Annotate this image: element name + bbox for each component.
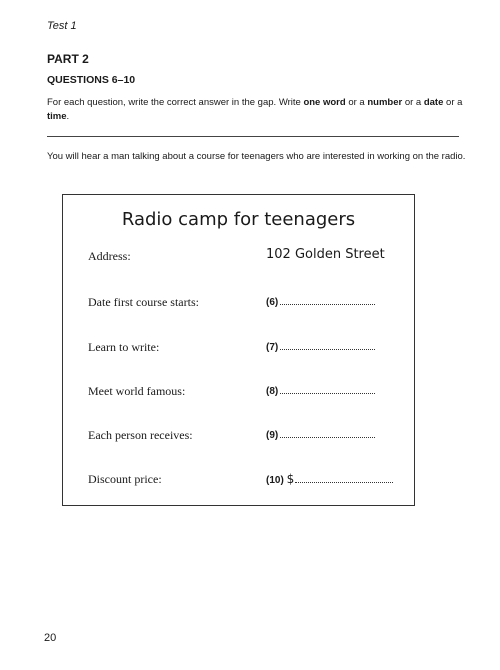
question-number: (6)	[266, 297, 279, 308]
answer-gap-9[interactable]	[266, 429, 375, 441]
answer-gap-7[interactable]	[266, 341, 375, 353]
part-title: PART 2	[47, 52, 89, 66]
instructions-text: or a	[443, 97, 463, 108]
answer-line[interactable]	[280, 341, 375, 350]
instructions-text: For each question, write the correct answer in the gap. Write	[47, 97, 304, 108]
answer-gap-6[interactable]	[266, 296, 375, 308]
test-label: Test 1	[47, 20, 77, 32]
instructions-text: or a	[402, 97, 424, 108]
question-number: (10)	[266, 475, 284, 486]
learn-label: Learn to write:	[88, 340, 160, 354]
address-label: Address:	[88, 249, 131, 263]
instructions-emphasis: date	[423, 97, 444, 108]
answer-gap-8[interactable]	[266, 385, 375, 397]
answer-line[interactable]	[280, 385, 375, 394]
instructions-emphasis: time	[47, 111, 67, 122]
question-number: (9)	[266, 430, 279, 441]
questions-title: QUESTIONS 6–10	[47, 74, 136, 86]
date-label: Date first course starts:	[88, 295, 199, 309]
meet-label: Meet world famous:	[88, 384, 186, 398]
instructions-emphasis: number	[367, 97, 403, 108]
page-number: 20	[44, 632, 57, 644]
instructions-text: or a	[345, 97, 368, 108]
address-answer: 102 Golden Street	[266, 247, 385, 262]
form-box	[62, 194, 415, 506]
answer-line[interactable]	[295, 474, 393, 483]
question-number: (7)	[266, 342, 279, 353]
dollar-sign: $	[286, 472, 295, 486]
answer-line[interactable]	[280, 429, 375, 438]
question-number: (8)	[266, 386, 279, 397]
discount-label: Discount price:	[88, 472, 162, 486]
instructions-text: .	[66, 111, 70, 122]
form-title: Radio camp for teenagers	[121, 209, 356, 230]
receives-label: Each person receives:	[88, 428, 193, 442]
divider	[47, 136, 459, 137]
instructions-emphasis: one word	[303, 97, 346, 108]
answer-line[interactable]	[280, 296, 375, 305]
intro-text: You will hear a man talking about a course for teenagers who are interested in working on the radio.	[47, 151, 466, 162]
instructions	[47, 96, 467, 124]
answer-gap-10[interactable]	[266, 472, 393, 486]
